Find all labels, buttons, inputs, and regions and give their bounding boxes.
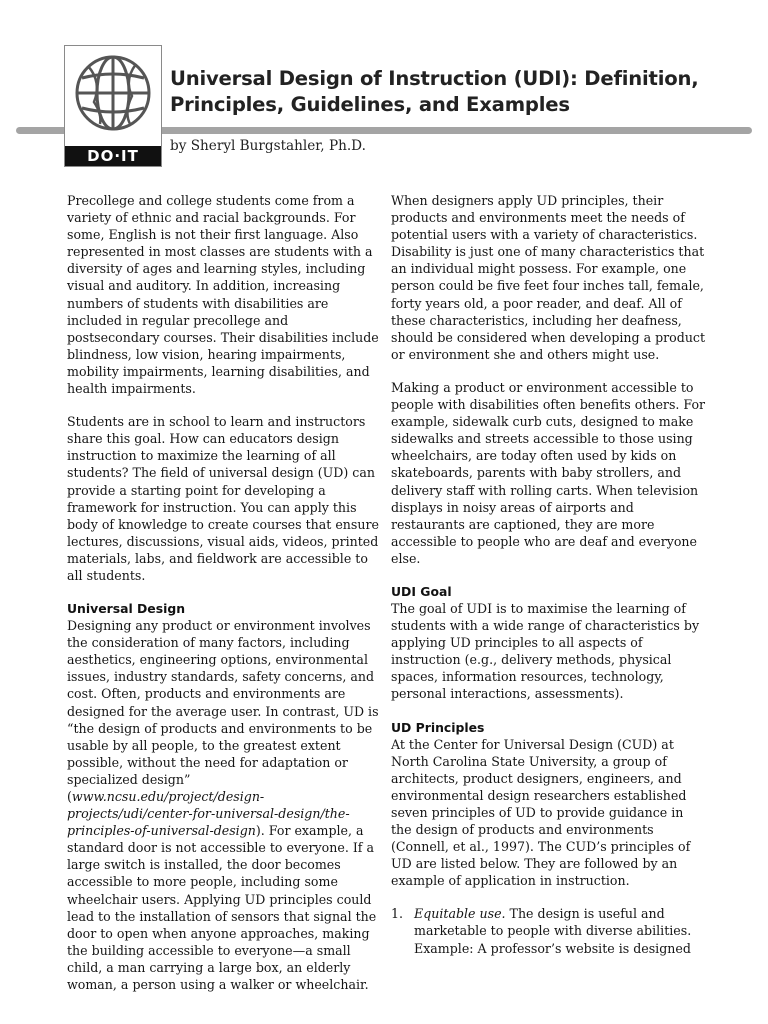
list-item-number: 1. [391, 906, 404, 922]
ud-principles-paragraph: At the Center for Universal Design (CUD) at North Carolina State University, a group of architects, product designers, engineers, and environmental design researchers established seven principles of UD to provide guidance in the design of products and environments (Connell, et al., 1997). The CUD’s principles of UD are listed below. They are followed by an example of application in instruction. [391, 736, 691, 889]
page-title [170, 66, 760, 118]
list-item-term: Equitable use. [414, 906, 506, 922]
ud-example-text: ). For example, a standard door is not accessible to everyone. If a large switch is installed, the door becomes accessible to more people, including some wheelchair users. Applying UD principles could lead to the installation of sensors that signal the door to open when anyone approaches, making the building accessible to everyone—a small child, a man carrying a large box, an elderly woman, a person using a walker or wheelchair. [67, 823, 377, 993]
universal-design-heading: Universal Design [67, 601, 186, 617]
ud-definition-text: Designing any product or environment involves the consideration of many factors, including aesthetics, engineering options, environmental issues, industry standards, safety concerns, and cost. Often, products and environments are designed for the average user. In contrast, UD is “the design of products and environments to be usable by all people, to the greatest extent possible, without the need for adaptation or specialized design” ( [67, 618, 379, 804]
globe-icon [72, 52, 154, 134]
author-byline: by Sheryl Burgstahler, Ph.D. [170, 138, 366, 154]
ud-principles-heading: UD Principles [391, 719, 485, 735]
students-paragraph: Students are in school to learn and instructors share this goal. How can educators design instruction to maximize the learning of all students? The field of universal design (UD) can provide a starting point for developing a framework for instruction. You can apply this body of knowledge to create courses that ensure lectures, discussions, visual aids, videos, printed materials, labs, and fieldwork are accessible to all students. [67, 414, 379, 583]
logo-wordmark: DO·IT [65, 146, 161, 166]
intro-paragraph: Precollege and college students come from a variety of ethnic and racial backgrounds. For some, English is not their first language. Also represented in most classes are students with a diversity of ages and learning styles, including visual and auditory. In addition, increasing numbers of students with disabilities are included in regular precollege and postsecondary courses. Their disabilities include blindness, low vision, hearing impairments, mobility impairments, learning disabilities, and health impairments. [67, 193, 379, 397]
left-column [67, 192, 382, 993]
udi-goal-paragraph: The goal of UDI is to maximise the learning of students with a wide range of characteristics by applying UD principles to all aspects of instruction (e.g., delivery methods, physical spaces, information resources, technology, personal interactions, assessments). [391, 600, 700, 702]
doit-logo [64, 45, 162, 167]
universal-design-paragraph [67, 617, 382, 993]
benefits-paragraph: Making a product or environment accessible to people with disabilities often benefits others. For example, sidewalk curb cuts, designed to make sidewalks and streets accessible to those using wheelchairs, are today often used by kids on skateboards, parents with baby strollers, and delivery staff with rolling carts. When television displays in noisy areas of airports and restaurants are captioned, they are more accessible to people who are deaf and everyone else. [391, 379, 706, 566]
title-line-2: Principles, Guidelines, and Examples [170, 93, 570, 116]
ud-source-url: www.ncsu.edu/project/design-projects/udi/center-for-universal-design/the-principles-of-universal-design [67, 789, 350, 839]
list-item-text: The design is useful and marketable to people with diverse abilities. Example: A professor’s website is designed [414, 906, 692, 956]
characteristics-paragraph: When designers apply UD principles, their products and environments meet the needs of potential users with a variety of characteristics. Disability is just one of many characteristics that an individual might possess. For example, one person could be five feet four inches tall, female, forty years old, a poor reader, and deaf. All of these characteristics, including her deafness, should be considered when developing a product or environment she and others might use. [391, 193, 706, 362]
list-item [391, 905, 707, 956]
principles-list [391, 905, 707, 956]
udi-goal-heading: UDI Goal [391, 583, 452, 599]
title-line-1: Universal Design of Instruction (UDI): Definition, [170, 67, 699, 90]
right-column [391, 192, 707, 957]
